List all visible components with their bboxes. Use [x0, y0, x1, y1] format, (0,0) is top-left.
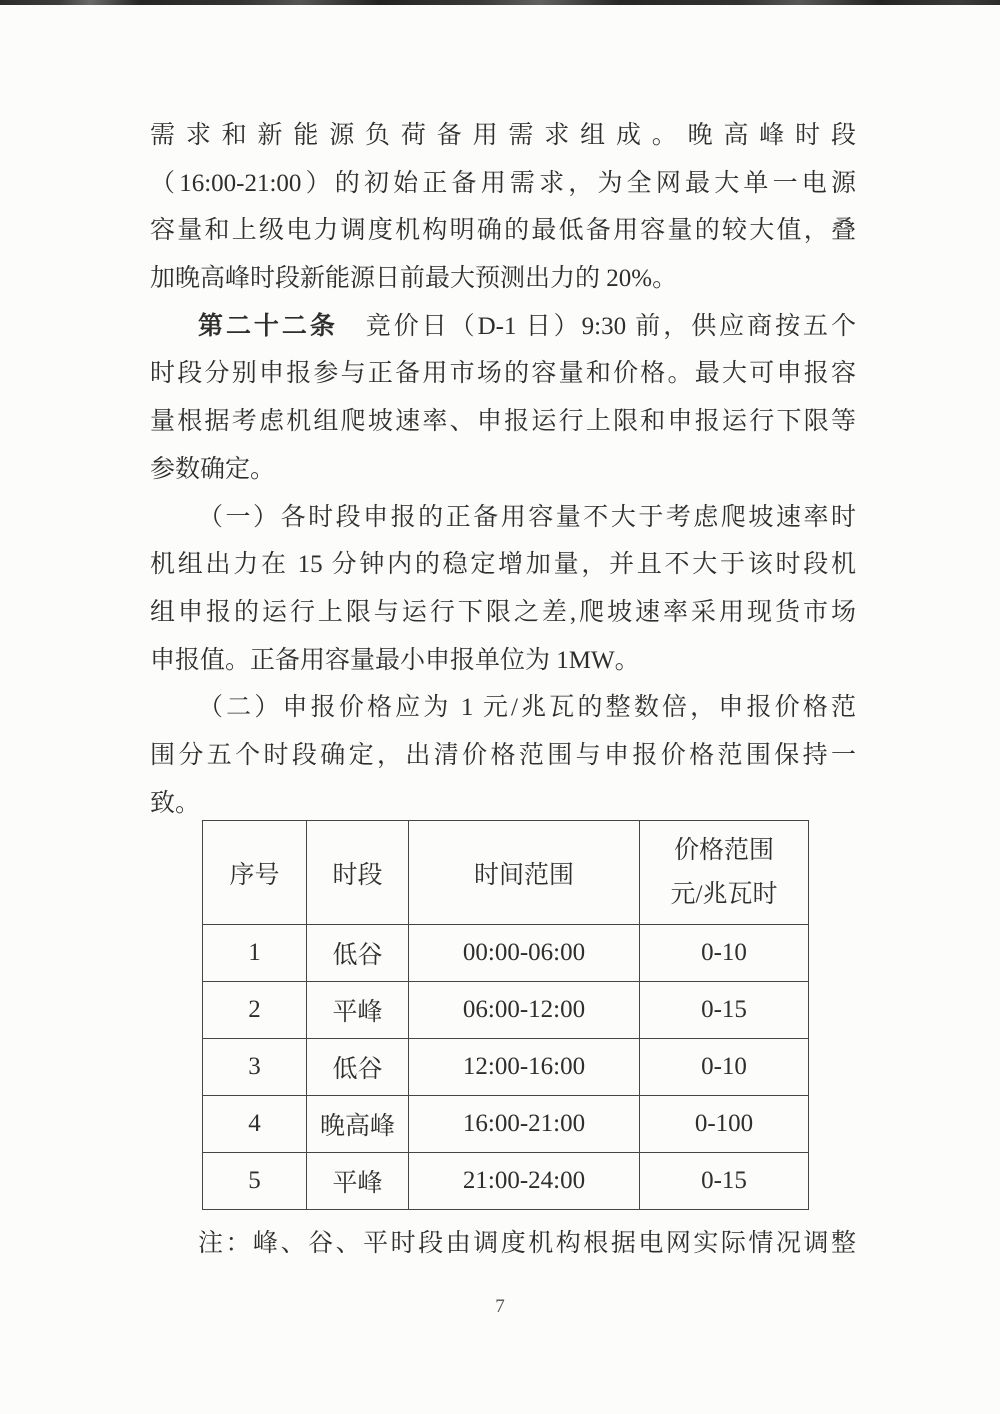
paragraph-line: 致。 [150, 789, 201, 817]
table-cell: 12:00-16:00 [409, 1039, 640, 1096]
paragraph-line: 机组出力在 15 分钟内的稳定增加量，并且不大于该时段机 [150, 551, 856, 579]
table-cell: 16:00-21:00 [409, 1096, 640, 1153]
paragraph-line: 需求和新能源负荷备用需求组成。晚高峰时段 [150, 122, 856, 149]
table-header-period: 时段 [307, 821, 409, 925]
paragraph-line: 组申报的运行上限与运行下限之差,爬坡速率采用现货市场 [150, 598, 856, 626]
table-cell: 0-10 [640, 1039, 809, 1096]
paragraph-line: 加晚高峰时段新能源日前最大预测出力的 20%。 [150, 265, 678, 293]
body-text [150, 112, 856, 827]
paragraph-line: （16:00-21:00）的初始正备用需求，为全网最大单一电源 [150, 169, 856, 197]
table-cell: 2 [203, 982, 307, 1039]
table-header-time-range: 时间范围 [409, 821, 640, 925]
table-header-row [203, 821, 809, 925]
paragraph-line: 容量和上级电力调度机构明确的最低备用容量的较大值，叠 [150, 217, 856, 245]
table-cell: 平峰 [307, 1153, 409, 1210]
paragraph-line: 申报值。正备用容量最小申报单位为 1MW。 [150, 646, 640, 674]
paragraph-line: 参数确定。 [150, 455, 276, 483]
price-range-label: 价格范围 [673, 836, 774, 864]
paragraph-line: 量根据考虑机组爬坡速率、申报运行上限和申报运行下限等 [150, 408, 856, 436]
price-range-unit: 元/兆瓦时 [670, 880, 778, 908]
paragraph-line: （一）各时段申报的正备用容量不大于考虑爬坡速率时 [198, 503, 856, 531]
table-cell: 晚高峰 [307, 1096, 409, 1153]
paragraph-line [150, 303, 856, 351]
table-row [203, 1039, 809, 1096]
table-cell: 平峰 [307, 982, 409, 1039]
paragraph-line: 时段分别申报参与正备用市场的容量和价格。最大可申报容 [150, 360, 856, 388]
table-cell: 低谷 [307, 925, 409, 982]
table-cell: 低谷 [307, 1039, 409, 1096]
table-cell: 0-15 [640, 1153, 809, 1210]
article-number: 第二十二条 [198, 312, 338, 340]
table-cell: 1 [203, 925, 307, 982]
table-cell: 21:00-24:00 [409, 1153, 640, 1210]
table-cell: 0-100 [640, 1096, 809, 1153]
table-cell: 5 [203, 1153, 307, 1210]
table-header-seq: 序号 [203, 821, 307, 925]
article-lead-text: 竞价日（D-1 日）9:30 前，供应商按五个 [337, 312, 856, 340]
table-cell: 0-10 [640, 925, 809, 982]
paragraph-line: （二）申报价格应为 1 元/兆瓦的整数倍，申报价格范 [198, 694, 856, 722]
table-cell: 0-15 [640, 982, 809, 1039]
table-row [203, 1096, 809, 1153]
table-cell: 06:00-12:00 [409, 982, 640, 1039]
table-cell: 4 [203, 1096, 307, 1153]
paragraph-line: 围分五个时段确定，出清价格范围与申报价格范围保持一 [150, 741, 856, 769]
table-header-price-range [640, 821, 809, 925]
table-note: 注：峰、谷、平时段由调度机构根据电网实际情况调整 [198, 1230, 856, 1257]
table-row [203, 1153, 809, 1210]
table-cell: 00:00-06:00 [409, 925, 640, 982]
bidding-price-table [202, 820, 809, 1210]
scan-edge-artifact [0, 0, 1000, 5]
table-row [203, 982, 809, 1039]
table-row [203, 925, 809, 982]
table-cell: 3 [203, 1039, 307, 1096]
page-number: 7 [495, 1296, 505, 1317]
